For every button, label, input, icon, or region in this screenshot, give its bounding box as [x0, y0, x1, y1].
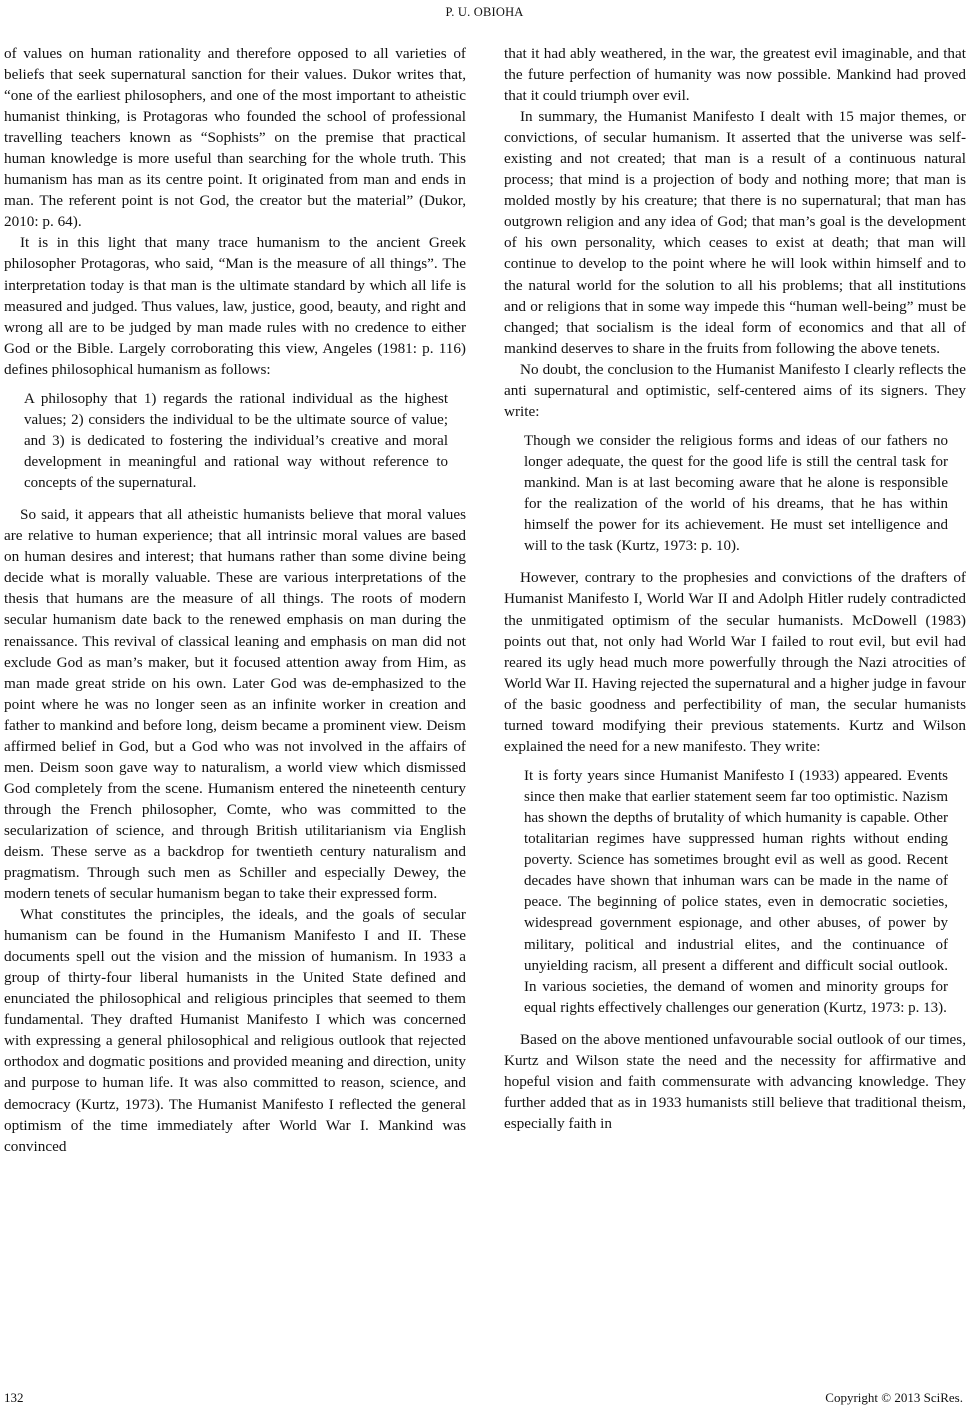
paragraph: However, contrary to the prophesies and convictions of the drafters of Humanist Manifesto I, World War II and Adolph Hitler rudely contradicted the unmitigated optimism of the secular humanists. McDowell (1983) points out that, not only had World War I failed to rout evil, but evil had reared its ugly head much more powerfully through the Nazi atrocities of World War II. Having rejected the supernatural and a higher judge in favour of the basic goodness and perfectibility of man, the secular humanists turned toward modifying their previous statements. Kurtz and Wilson explained the need for a new manifesto. They write: [504, 569, 966, 755]
block-quote: A philosophy that 1) regards the rational individual as the highest values; 2) considers the individual to be the ultimate source of value; and 3) is dedicated to fostering the individual’s creative and moral development in meaningful and rational way without reference to concepts of the supernatural. [24, 390, 448, 492]
running-header: P. U. OBIOHA [445, 5, 524, 19]
right-column [504, 43, 966, 1134]
paragraph: No doubt, the conclusion to the Humanist Manifesto I clearly reflects the anti supernatural and optimistic, self-centered aims of its signers. They write: [504, 360, 966, 420]
copyright-notice: Copyright © 2013 SciRes. [825, 1390, 963, 1405]
paragraph: In summary, the Humanist Manifesto I dealt with 15 major themes, or convictions, of secular humanism. It asserted that the universe was self-existing and not created; that man is a result of a continuous natural process; that mind is a projection of body and nothing more; that man is molded mostly by his creature; that there is no supernatural; that man has outgrown religion and any idea of God; that man’s goal is the development of his own personality, which ceases to exist at death; that man will continue to develop to the point where he will look within himself and to the natural world for the solution to all his problems; that all institutions and or religions that in some way impede this “human well-being” must be changed; that socialism is the ideal form of economics and that all of mankind deserves to share in the fruits from following the above tenets. [504, 108, 966, 357]
paragraph: that it had ably weathered, in the war, the greatest evil imaginable, and that the future perfection of humanity was now possible. Mankind had proved that it could triumph over evil. [504, 45, 966, 105]
paragraph: Based on the above mentioned unfavourable social outlook of our times, Kurtz and Wilson state the need and the necessity for affirmative and hopeful vision and faith commensurate with advancing knowledge. They further added that as in 1933 humanists still believe that traditional theism, especially faith in [504, 1030, 966, 1133]
page-number: 132 [4, 1390, 24, 1405]
block-quote: It is forty years since Humanist Manifesto I (1933) appeared. Events since then make that earlier statement seem far too optimistic. Nazism has shown the depths of brutality of which humanity is capable. Other totalitarian regimes have suppressed human rights without ending poverty. Science has sometimes brought evil as well as good. Recent decades have shown that inhuman wars can be made in the name of peace. The beginning of police states, even in democratic societies, widespread government espionage, and other abuses, of power by military, political and industrial elites, and the continuance of unyielding racism, all present a different and difficult social outlook. In various societies, the demand of women and minority groups for equal rights effectively challenges our generation (Kurtz, 1973: p. 13). [524, 767, 948, 1016]
block-quote: Though we consider the religious forms and ideas of our fathers no longer adequate, the quest for the good life is still the central task for mankind. Man is at last becoming aware that he alone is responsible for the realization of the world of his dreams, that he has within himself the power for its achievement. He must set intelligence and will to the task (Kurtz, 1973: p. 10). [524, 432, 948, 555]
left-column [4, 43, 466, 1157]
paragraph: It is in this light that many trace humanism to the ancient Greek philosopher Protagoras, who said, “Man is the measure of all things”. The interpretation today is that man is the ultimate standard by which all life is measured and judged. Thus values, law, justice, good, beauty, and right and wrong all are to be judged by man made rules with no credence to either God or the Bible. Largely corroborating this view, Angeles (1981: p. 116) defines philosophical humanism as follows: [4, 234, 466, 378]
paragraph: of values on human rationality and therefore opposed to all varieties of beliefs that seek supernatural sanction for their values. Dukor writes that, “one of the earliest philosophers, and one of the most important to atheistic humanist thinking, is Protagoras who founded the school of professional travelling teachers known as “Sophists” on the premise that practical human knowledge is more useful than searching for the whole truth. This humanism has man as its centre point. It originated from man and ends in man. The referent point is not God, the creator but the material” (Dukor, 2010: p. 64). [4, 45, 466, 231]
paragraph: So said, it appears that all atheistic humanists believe that moral values are relative to human experience; that all intrinsic moral values are based on human desires and interest; that humans rather than some divine being decide what is morally valuable. These are various interpretations of the thesis that humans are the measure of all things. The roots of modern secular humanism date back to the renewed emphasis on man during the renaissance. This revival of classical leaning and emphasis on man did not exclude God as man’s maker, but it focused attention away from Him, as man made great stride on his own. Later God was de-emphasized to the point where he was no longer seen as an infinite worker in creation and father to mankind and before long, deism became a prominent view. Deism affirmed belief in God, but a God who was not involved in the affairs of men. Deism soon gave way to naturalism, a world view which dismissed God completely from the scene. Humanism entered the nineteenth century through the French philosopher, Comte, who was committed to the secularization of science, and through British utilitarianism via English deism. These serve as a backdrop for twentieth century naturalism and pragmatism. Through such men as Schiller and especially Dewey, the modern tenets of secular humanism began to take their expressed form. [4, 506, 466, 903]
paragraph: What constitutes the principles, the ideals, and the goals of secular humanism can be found in the Humanism Manifesto I and II. These documents spell out the vision and the mission of humanism. In 1933 a group of thirty-four liberal humanists in the United State defined and enunciated the philosophical and religious principles that seemed to them fundamental. They drafted Humanist Manifesto I which was concerned with expressing a general philosophical and religious outlook that rejected orthodox and dogmatic positions and provided meaning and direction, unity and purpose to human life. It was also committed to reason, science, and democracy (Kurtz, 1973). The Humanist Manifesto I reflected the general optimism of the time immediately after World War I. Mankind was convinced [4, 906, 466, 1155]
